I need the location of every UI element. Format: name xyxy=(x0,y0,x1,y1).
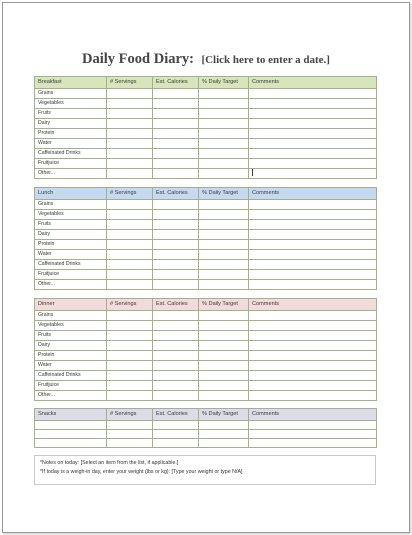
entry-cell[interactable] xyxy=(153,391,199,401)
entry-cell[interactable] xyxy=(199,361,249,371)
table-row xyxy=(35,311,377,321)
entry-cell[interactable] xyxy=(199,331,249,341)
entry-cell[interactable] xyxy=(199,240,249,250)
table-row xyxy=(35,139,377,149)
meal-table-dinner xyxy=(34,298,377,401)
entry-cell[interactable] xyxy=(153,230,199,240)
entry-cell[interactable] xyxy=(249,220,377,230)
table-row xyxy=(35,280,377,290)
meal-name: Dinner xyxy=(35,299,107,311)
food-group-label: Protein xyxy=(35,351,107,361)
entry-cell[interactable] xyxy=(199,119,249,129)
entry-cell[interactable] xyxy=(199,149,249,159)
entry-cell[interactable] xyxy=(153,169,199,179)
entry-cell[interactable] xyxy=(199,280,249,290)
entry-cell[interactable] xyxy=(107,421,153,430)
entry-cell[interactable] xyxy=(107,99,153,109)
entry-cell[interactable] xyxy=(107,371,153,381)
entry-cell[interactable] xyxy=(153,311,199,321)
entry-cell[interactable] xyxy=(153,270,199,280)
entry-cell[interactable] xyxy=(153,341,199,351)
entry-cell[interactable] xyxy=(199,109,249,119)
entry-cell[interactable] xyxy=(199,391,249,401)
entry-cell[interactable] xyxy=(153,240,199,250)
entry-cell[interactable] xyxy=(153,351,199,361)
notes-line[interactable]: *Notes on today: [Select an item from the list, if applicable.] xyxy=(40,460,179,466)
entry-cell[interactable] xyxy=(199,99,249,109)
meal-name: Snacks xyxy=(35,409,107,421)
food-group-label: Grains xyxy=(35,200,107,210)
entry-cell[interactable] xyxy=(107,169,153,179)
food-group-label: Water xyxy=(35,361,107,371)
entry-cell[interactable] xyxy=(153,119,199,129)
entry-cell[interactable] xyxy=(107,119,153,129)
entry-cell[interactable] xyxy=(107,220,153,230)
entry-cell[interactable] xyxy=(249,351,377,361)
entry-cell[interactable] xyxy=(107,109,153,119)
column-header: Comments xyxy=(249,188,377,200)
table-row xyxy=(35,430,377,439)
meal-header-row xyxy=(35,299,377,311)
entry-cell[interactable] xyxy=(199,421,249,430)
entry-cell[interactable] xyxy=(107,361,153,371)
food-group-label: Grains xyxy=(35,311,107,321)
entry-cell[interactable] xyxy=(107,321,153,331)
meal-table-lunch xyxy=(34,187,377,290)
entry-cell[interactable] xyxy=(249,210,377,220)
entry-cell[interactable] xyxy=(107,260,153,270)
entry-cell[interactable] xyxy=(107,230,153,240)
entry-cell[interactable] xyxy=(199,270,249,280)
entry-cell[interactable] xyxy=(199,230,249,240)
food-group-label: Vegetables xyxy=(35,99,107,109)
entry-cell[interactable] xyxy=(249,361,377,371)
entry-cell[interactable] xyxy=(107,139,153,149)
entry-cell[interactable] xyxy=(249,159,377,169)
table-row xyxy=(35,351,377,361)
table-row xyxy=(35,381,377,391)
table-row xyxy=(35,169,377,179)
entry-cell[interactable] xyxy=(107,240,153,250)
entry-cell[interactable] xyxy=(249,321,377,331)
column-header: # Servings xyxy=(107,188,153,200)
column-header: Est. Calories xyxy=(153,77,199,89)
entry-cell[interactable] xyxy=(107,250,153,260)
meal-table-snacks xyxy=(34,408,377,448)
entry-cell[interactable] xyxy=(199,129,249,139)
table-row xyxy=(35,260,377,270)
entry-cell[interactable] xyxy=(249,149,377,159)
entry-cell[interactable] xyxy=(107,129,153,139)
entry-cell[interactable] xyxy=(249,200,377,210)
entry-cell[interactable] xyxy=(199,210,249,220)
entry-cell[interactable] xyxy=(153,89,199,99)
table-row xyxy=(35,220,377,230)
weigh-in-line[interactable]: *If today is a weigh-in day, enter your weight (lbs or kg): [Type your weight or type N/A] xyxy=(40,469,243,475)
entry-cell[interactable] xyxy=(249,341,377,351)
meal-header-row xyxy=(35,409,377,421)
entry-cell[interactable] xyxy=(249,260,377,270)
table-row xyxy=(35,250,377,260)
table-row xyxy=(35,321,377,331)
text-cursor xyxy=(252,169,253,176)
meal-header-row xyxy=(35,188,377,200)
table-row xyxy=(35,89,377,99)
entry-cell[interactable] xyxy=(199,250,249,260)
entry-cell[interactable] xyxy=(199,139,249,149)
entry-cell[interactable] xyxy=(249,169,377,179)
title-text: Daily Food Diary: xyxy=(82,51,194,67)
entry-cell[interactable] xyxy=(199,89,249,99)
table-row xyxy=(35,391,377,401)
entry-cell[interactable] xyxy=(249,139,377,149)
column-header: % Daily Target xyxy=(199,77,249,89)
entry-cell[interactable] xyxy=(153,159,199,169)
entry-cell[interactable] xyxy=(249,439,377,448)
entry-cell[interactable] xyxy=(107,381,153,391)
entry-cell[interactable] xyxy=(199,351,249,361)
entry-cell[interactable] xyxy=(199,321,249,331)
entry-cell[interactable] xyxy=(107,200,153,210)
entry-cell[interactable] xyxy=(249,99,377,109)
entry-cell[interactable] xyxy=(249,430,377,439)
food-group-label: Fruits xyxy=(35,109,107,119)
entry-cell[interactable] xyxy=(107,210,153,220)
entry-cell[interactable] xyxy=(249,109,377,119)
entry-cell[interactable] xyxy=(249,240,377,250)
entry-cell[interactable] xyxy=(107,439,153,448)
food-group-label: Other... xyxy=(35,391,107,401)
table-row xyxy=(35,421,377,430)
meal-header-row xyxy=(35,77,377,89)
entry-cell[interactable] xyxy=(249,391,377,401)
entry-cell[interactable] xyxy=(153,331,199,341)
table-row xyxy=(35,230,377,240)
page-title xyxy=(0,50,412,68)
food-group-label: Protein xyxy=(35,129,107,139)
column-header: # Servings xyxy=(107,409,153,421)
entry-cell[interactable] xyxy=(199,341,249,351)
table-row xyxy=(35,331,377,341)
food-group-label: Caffeinated Drinks xyxy=(35,371,107,381)
entry-cell[interactable] xyxy=(199,200,249,210)
food-group-label: Caffeinated Drinks xyxy=(35,260,107,270)
entry-cell[interactable] xyxy=(107,331,153,341)
entry-cell[interactable] xyxy=(249,421,377,430)
entry-cell[interactable] xyxy=(107,311,153,321)
table-row xyxy=(35,149,377,159)
column-header: Comments xyxy=(249,77,377,89)
entry-cell[interactable] xyxy=(249,250,377,260)
food-group-label: Protein xyxy=(35,240,107,250)
food-group-label: Dairy xyxy=(35,341,107,351)
entry-cell[interactable] xyxy=(153,139,199,149)
table-row xyxy=(35,99,377,109)
entry-cell[interactable] xyxy=(107,341,153,351)
table-row xyxy=(35,119,377,129)
food-group-label: Fruitjuice xyxy=(35,159,107,169)
food-group-label: Dairy xyxy=(35,230,107,240)
entry-cell[interactable] xyxy=(199,159,249,169)
column-header: # Servings xyxy=(107,299,153,311)
entry-cell[interactable] xyxy=(107,159,153,169)
entry-cell[interactable] xyxy=(153,210,199,220)
entry-cell[interactable] xyxy=(153,439,199,448)
entry-cell[interactable] xyxy=(107,391,153,401)
meal-name: Breakfast xyxy=(35,77,107,89)
table-row xyxy=(35,361,377,371)
meal-table-breakfast xyxy=(34,76,377,179)
column-header: % Daily Target xyxy=(199,299,249,311)
entry-cell[interactable] xyxy=(153,430,199,439)
column-header: Est. Calories xyxy=(153,188,199,200)
entry-cell[interactable] xyxy=(199,311,249,321)
food-group-label: Other... xyxy=(35,169,107,179)
column-header: % Daily Target xyxy=(199,188,249,200)
entry-cell[interactable] xyxy=(199,381,249,391)
entry-cell[interactable] xyxy=(199,430,249,439)
entry-cell[interactable] xyxy=(199,260,249,270)
food-group-label: Grains xyxy=(35,89,107,99)
food-group-label: Fruitjuice xyxy=(35,381,107,391)
table-row xyxy=(35,109,377,119)
food-group-label: Fruits xyxy=(35,220,107,230)
notes-box xyxy=(34,455,376,485)
entry-cell[interactable] xyxy=(199,371,249,381)
entry-cell[interactable] xyxy=(153,361,199,371)
entry-cell[interactable] xyxy=(153,200,199,210)
entry-cell[interactable] xyxy=(249,89,377,99)
food-group-label: Dairy xyxy=(35,119,107,129)
entry-cell[interactable] xyxy=(153,260,199,270)
food-group-label: Other... xyxy=(35,280,107,290)
food-group-label: Water xyxy=(35,250,107,260)
entry-cell[interactable] xyxy=(199,439,249,448)
entry-cell[interactable] xyxy=(153,129,199,139)
table-row xyxy=(35,341,377,351)
entry-cell[interactable] xyxy=(249,129,377,139)
entry-cell[interactable] xyxy=(249,270,377,280)
food-group-label xyxy=(35,439,107,448)
entry-cell[interactable] xyxy=(249,280,377,290)
food-group-label xyxy=(35,421,107,430)
table-row xyxy=(35,439,377,448)
food-group-label: Vegetables xyxy=(35,210,107,220)
column-header: Est. Calories xyxy=(153,299,199,311)
date-field[interactable]: [Click here to enter a date.] xyxy=(201,54,330,66)
entry-cell[interactable] xyxy=(249,381,377,391)
meal-name: Lunch xyxy=(35,188,107,200)
entry-cell[interactable] xyxy=(249,331,377,341)
column-header: Est. Calories xyxy=(153,409,199,421)
entry-cell[interactable] xyxy=(107,89,153,99)
column-header: # Servings xyxy=(107,77,153,89)
food-group-label: Fruits xyxy=(35,331,107,341)
entry-cell[interactable] xyxy=(107,430,153,439)
entry-cell[interactable] xyxy=(153,421,199,430)
entry-cell[interactable] xyxy=(153,371,199,381)
entry-cell[interactable] xyxy=(153,149,199,159)
food-group-label: Vegetables xyxy=(35,321,107,331)
entry-cell[interactable] xyxy=(199,169,249,179)
entry-cell[interactable] xyxy=(107,351,153,361)
table-row xyxy=(35,159,377,169)
entry-cell[interactable] xyxy=(107,149,153,159)
table-row xyxy=(35,129,377,139)
column-header: Comments xyxy=(249,299,377,311)
entry-cell[interactable] xyxy=(107,280,153,290)
food-group-label: Water xyxy=(35,139,107,149)
table-row xyxy=(35,371,377,381)
table-row xyxy=(35,210,377,220)
entry-cell[interactable] xyxy=(153,321,199,331)
entry-cell[interactable] xyxy=(153,109,199,119)
food-group-label: Fruitjuice xyxy=(35,270,107,280)
entry-cell[interactable] xyxy=(153,250,199,260)
entry-cell[interactable] xyxy=(153,220,199,230)
food-group-label: Caffeinated Drinks xyxy=(35,149,107,159)
table-row xyxy=(35,200,377,210)
entry-cell[interactable] xyxy=(249,371,377,381)
table-row xyxy=(35,270,377,280)
entry-cell[interactable] xyxy=(199,220,249,230)
entry-cell[interactable] xyxy=(153,280,199,290)
entry-cell[interactable] xyxy=(249,230,377,240)
entry-cell[interactable] xyxy=(249,311,377,321)
entry-cell[interactable] xyxy=(153,381,199,391)
food-group-label xyxy=(35,430,107,439)
table-row xyxy=(35,240,377,250)
entry-cell[interactable] xyxy=(249,119,377,129)
entry-cell[interactable] xyxy=(153,99,199,109)
entry-cell[interactable] xyxy=(107,270,153,280)
column-header: Comments xyxy=(249,409,377,421)
column-header: % Daily Target xyxy=(199,409,249,421)
